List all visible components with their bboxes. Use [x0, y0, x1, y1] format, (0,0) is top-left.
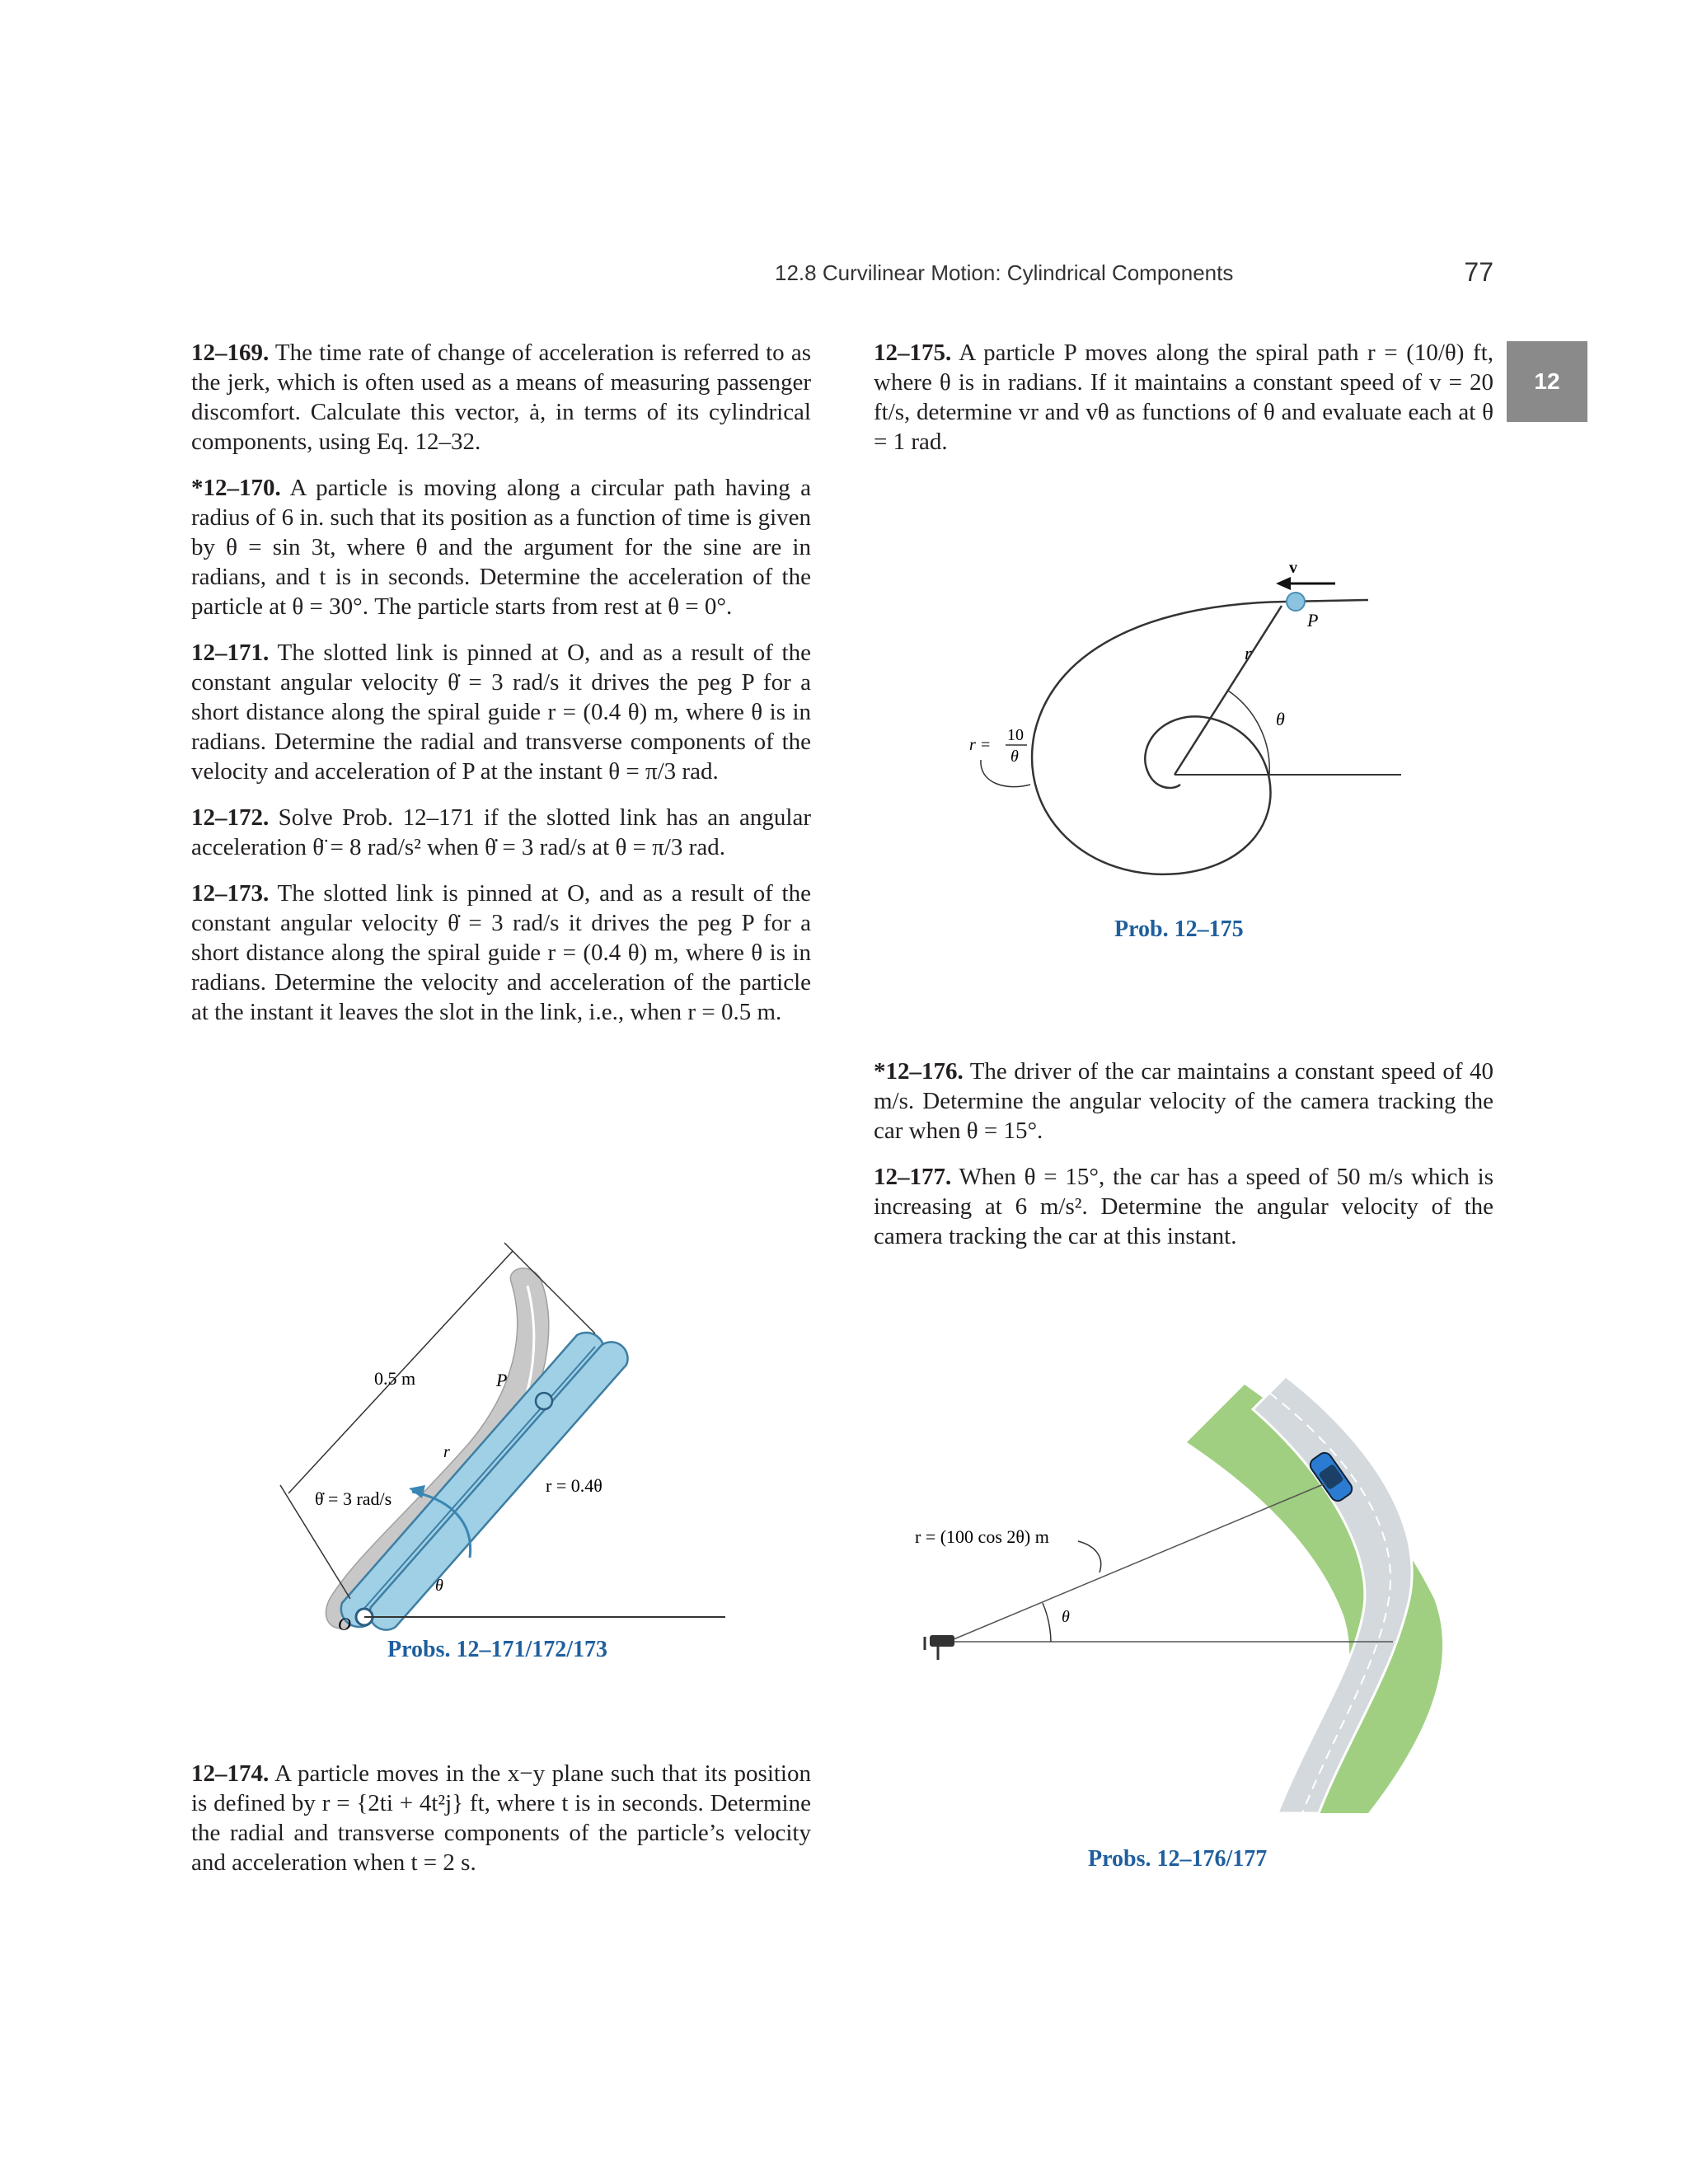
problem-12-173: 12–173. The slotted link is pinned at O, and as a result of the constant angular velocity θ̇ = 3 rad/s it drives the peg P for a short distance along the spiral guide r = (0.4 θ) m, where θ is in radians. Determine the velocity and acceleration of the particle at the instant it leaves the slot in the link, i.e., when r = 0.5 m. — [191, 880, 811, 1025]
problem-12-176: *12–176. The driver of the car maintains a constant speed of 40 m/s. Determine the angular velocity of the camera tracking the car when θ = 15°. — [874, 1058, 1493, 1144]
chapter-tab: 12 — [1507, 341, 1587, 422]
label-theta: θ — [1276, 709, 1285, 729]
problem-12-172: 12–172. Solve Prob. 12–171 if the slotted link has an angular acceleration θ̈ = 8 rad/s² when θ̇ = 3 rad/s at θ = π/3 rad. — [191, 804, 812, 860]
problem-12-174: 12–174. A particle moves in the x−y plane such that its position is defined by r = {2ti + 4t²j} ft, where t is in seconds. Determine the radial and transverse components of the particle’s velocity and acceleration when t = 2 s. — [191, 1760, 811, 1876]
velocity-arrowhead — [1276, 577, 1291, 590]
label-length: 0.5 m — [374, 1368, 416, 1389]
page-number: 77 — [1464, 257, 1493, 287]
eq-num: 10 — [1007, 726, 1024, 744]
car-figure — [898, 1352, 1492, 1846]
problem-12-170: *12–170. A particle is moving along a circular path having a radius of 6 in. such that its position as a function of time is given by θ = sin 3t, where θ and the argument for the sine are in radians, and t is in seconds. Determine the acceleration of the particle at θ = 30°. The particle starts from rest at θ = 0°. — [191, 475, 811, 620]
label-O: O — [338, 1614, 351, 1632]
slotted-link-figure — [264, 1236, 742, 1632]
problem-12-169: 12–169. The time rate of change of acceleration is referred to as the jerk, which is often used as a means of measuring passenger discomfort. Calculate this vector, ȧ, in terms of its cylindrical components, using Eq. 12–32. — [191, 340, 811, 455]
caption-12-176-177: Probs. 12–176/177 — [1088, 1846, 1268, 1872]
problem-12-177: 12–177. When θ = 15°, the car has a speed of 50 m/s which is increasing at 6 m/s². Determine the angular velocity of the camera tracking the car at this instant. — [874, 1164, 1493, 1249]
camera-to-car-line — [948, 1483, 1325, 1642]
label-theta: θ — [1062, 1608, 1070, 1626]
problem-12-174-block — [191, 1759, 811, 1877]
particle-P — [1287, 593, 1305, 611]
label-spiral: r = 0.4θ — [546, 1475, 603, 1496]
label-r: r — [1245, 643, 1252, 663]
label-eq: r = (100 cos 2θ) m — [915, 1526, 1049, 1547]
label-theta: θ — [435, 1577, 443, 1595]
label-omega: θ̇ = 3 rad/s — [315, 1488, 392, 1509]
camera-theta-arc — [1043, 1603, 1051, 1642]
problem-12-175-block — [874, 338, 1493, 457]
problem-12-171: 12–171. The slotted link is pinned at O, and as a result of the constant angular velocity θ̇ = 3 rad/s it drives the peg P for a short distance along the spiral guide r = (0.4 θ) m, where θ is in radians. Determine the radial and transverse components of the velocity and acceleration of P at the instant θ = π/3 rad. — [191, 640, 811, 785]
running-header — [775, 257, 1517, 293]
problem-12-175: 12–175. A particle P moves along the spiral path r = (10/θ) ft, where θ is in radians. If it maintains a constant speed of v = 20 ft/s, determine vr and vθ as functions of θ and evaluate each at θ = 1 rad. — [874, 340, 1494, 455]
caption-12-175: Prob. 12–175 — [1114, 916, 1244, 942]
radius-line — [1175, 606, 1282, 775]
peg-P — [536, 1393, 552, 1409]
left-problems — [191, 338, 811, 1027]
label-v: v — [1289, 559, 1297, 577]
spiral-path — [1032, 600, 1368, 874]
eq-den: θ — [1010, 748, 1019, 766]
label-P: P — [496, 1370, 508, 1390]
eq-leader — [1078, 1541, 1101, 1572]
right-problems-2 — [874, 1057, 1493, 1251]
caption-12-171-172-173: Probs. 12–171/172/173 — [387, 1637, 608, 1662]
label-P: P — [1307, 610, 1319, 630]
eq-leader — [981, 760, 1030, 787]
section-title: 12.8 Curvilinear Motion: Cylindrical Components — [775, 260, 1234, 285]
camera-icon — [925, 1635, 954, 1660]
spiral-figure — [956, 544, 1418, 923]
eq-lhs: r = — [969, 736, 992, 754]
label-r: r — [443, 1443, 450, 1461]
